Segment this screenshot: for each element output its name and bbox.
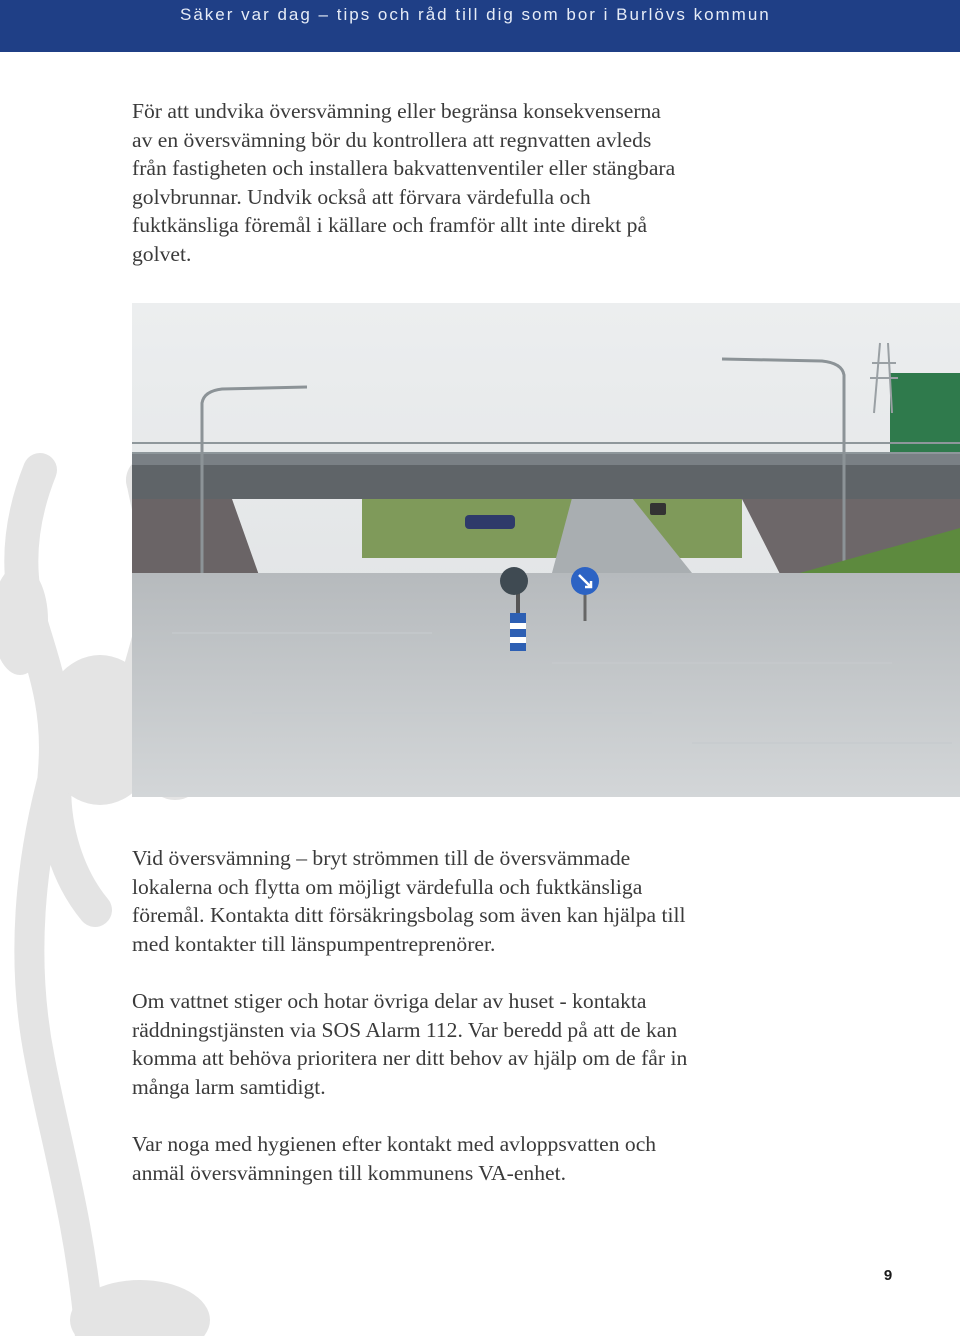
text-line: Var noga med hygienen efter kontakt med avloppsvatten och (132, 1132, 657, 1156)
emergency-paragraph (132, 987, 687, 1101)
text-line: För att undvika översvämning eller begränsa konsekvenserna (132, 99, 661, 123)
flooded-underpass-photo (132, 303, 960, 797)
page-number: 9 (883, 1267, 893, 1284)
text-line: Vid översvämning – bryt strömmen till de översvämmade (132, 846, 631, 870)
intro-paragraph (132, 97, 675, 268)
text-line: räddningstjänsten via SOS Alarm 112. Var beredd på att de kan (132, 1017, 678, 1042)
flood-action-paragraph (132, 844, 686, 958)
text-line: golvet. (132, 241, 192, 266)
text-line: från fastigheten och installera bakvattenventiler eller stängbara (132, 156, 676, 180)
text-line: Om vattnet stiger och hotar övriga delar av huset - kontakta (132, 989, 647, 1013)
text-line: golvbrunnar. Undvik också att förvara värdefulla och (132, 184, 591, 209)
text-line: lokalerna och flytta om möjligt värdefulla och fuktkänsliga (132, 874, 643, 899)
hygiene-paragraph (132, 1130, 656, 1187)
text-line: många larm samtidigt. (132, 1074, 326, 1099)
text-line: av en översvämning bör du kontrollera att regnvatten avleds (132, 127, 652, 152)
text-line: med kontakter till länspumpentreprenörer. (132, 931, 496, 956)
text-line: föremål. Kontakta ditt försäkringsbolag som även kan hjälpa till (132, 903, 686, 927)
text-line: anmäl översvämningen till kommunens VA-enhet. (132, 1160, 567, 1185)
page-header (0, 0, 960, 52)
text-line: komma att behöva prioritera ner ditt behov av hjälp om de får in (132, 1046, 688, 1070)
header-title: Säker var dag – tips och råd till dig som bor i Burlövs kommun (180, 5, 771, 24)
photo-illustration (132, 303, 960, 797)
text-line: fuktkänsliga föremål i källare och framför allt inte direkt på (132, 213, 648, 237)
